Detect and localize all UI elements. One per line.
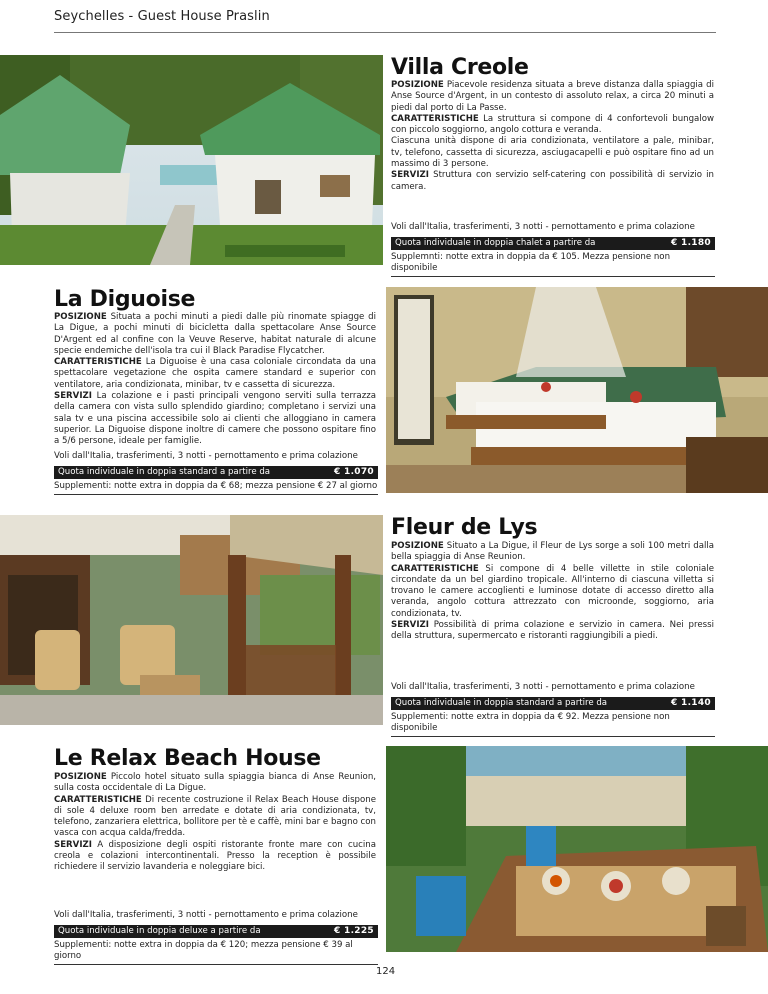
fleur-de-lys-description <box>391 541 714 643</box>
fleur-de-lys-price-amount: € 1.140 <box>671 698 711 708</box>
villa-creole-position: POSIZIONE Piacevole residenza situata a breve distanza dalla spiaggia di Anse Source d'Argent, in un contesto di assoluto relax, a circa 20 minuti a piedi dal porto di La Passe. <box>391 80 714 113</box>
le-relax-price-box <box>54 910 378 965</box>
le-relax-price-bar <box>54 925 378 938</box>
villa-creole-price-amount: € 1.180 <box>671 238 711 248</box>
la-diguoise-features: CARATTERISTICHE La Diguoise è una casa coloniale circondata da una spettacolare vegetazione che ospita camere standard e superior con ventilatore, aria condizionata, minibar, tv e cassetta di sicurezza. <box>54 357 376 390</box>
le-relax-position: POSIZIONE Piccolo hotel situato sulla spiaggia bianca di Anse Reunion, sulla costa occidentale di La Digue. <box>54 772 376 794</box>
la-diguoise-title: La Diguoise <box>54 287 196 312</box>
le-relax-price-amount: € 1.225 <box>334 926 374 936</box>
villa-creole-features: CARATTERISTICHE La struttura si compone di 4 confortevoli bungalow con piccolo soggiorno, angolo cottura e veranda. <box>391 113 714 136</box>
fleur-de-lys-price-bar <box>391 697 715 710</box>
villa-creole-services: SERVIZI Struttura con servizio self-catering con possibilità di servizio in camera. <box>391 170 714 192</box>
fleur-de-lys-position: POSIZIONE Situato a La Digue, il Fleur de Lys sorge a soli 100 metri dalla bella spiaggia di Anse Reunion. <box>391 541 714 563</box>
le-relax-price-label: Quota individuale in doppia deluxe a partire da <box>58 926 261 936</box>
villa-creole-price-label: Quota individuale in doppia chalet a partire da <box>395 238 596 248</box>
fleur-de-lys-price-intro: Voli dall'Italia, trasferimenti, 3 notti - pernottamento e prima colazione <box>391 682 695 692</box>
la-diguoise-position: POSIZIONE Situata a pochi minuti a piedi dalle più rinomate spiagge di La Digue, a pochi minuti di bicicletta dalla spettacolare Anse Source D'Argent ed al confine con la Veuve Reserve, habitat naturale di alcune specie endemiche dell'isola tra cui il Black Paradise Flycatcher. <box>54 312 376 356</box>
fleur-de-lys-price-box <box>391 682 715 737</box>
le-relax-price-intro: Voli dall'Italia, trasferimenti, 3 notti - pernottamento e prima colazione <box>54 910 358 920</box>
la-diguoise-price-label: Quota individuale in doppia standard a partire da <box>58 467 271 477</box>
villa-creole-supplements: Supplemnti: notte extra in doppia da € 105. Mezza pensione non disponibile <box>391 250 715 277</box>
villa-creole-photo <box>0 55 383 265</box>
page-header-title: Seychelles - Guest House Praslin <box>54 9 270 24</box>
la-diguoise-photo <box>386 287 768 493</box>
le-relax-supplements: Supplementi: notte extra in doppia da € 120; mezza pensione € 39 al giorno <box>54 938 378 965</box>
fleur-de-lys-supplements: Supplementi: notte extra in doppia da € 92. Mezza pensione non disponibile <box>391 710 715 737</box>
le-relax-title: Le Relax Beach House <box>54 746 321 771</box>
villa-creole-features-detail: Ciascuna unità dispone di aria condizionata, ventilatore a pale, minibar, tv, telefono, cassetta di sicurezza, asciugacapelli e può ospitare fino ad un massimo di 3 persone. <box>391 136 714 170</box>
villa-creole-price-intro: Voli dall'Italia, trasferimenti, 3 notti - pernottamento e prima colazione <box>391 222 695 232</box>
la-diguoise-price-intro: Voli dall'Italia, trasferimenti, 3 notti - pernottamento e prima colazione <box>54 451 358 461</box>
villa-creole-price-box <box>391 222 715 277</box>
fleur-de-lys-services: SERVIZI Possibilità di prima colazione e servizio in camera. Nei pressi della struttura, supermercato e ristoranti raggiungibili a piedi. <box>391 620 714 642</box>
page-number: 124 <box>376 966 396 977</box>
villa-creole-description <box>391 80 714 193</box>
la-diguoise-price-box <box>54 451 378 495</box>
header-divider <box>54 32 716 33</box>
la-diguoise-price-amount: € 1.070 <box>334 467 374 477</box>
villa-creole-title: Villa Creole <box>391 55 529 80</box>
la-diguoise-services: SERVIZI La colazione e i pasti principali vengono serviti sulla terrazza della camera con vista sullo splendido giardino; completano i servizi una sala tv e una piscina accessibile solo ai clienti che alloggiano in camera superior. La Diguoise dispone inoltre di camere che possono ospitare fino a 5/6 persone, ideale per famiglie. <box>54 391 376 447</box>
fleur-de-lys-price-label: Quota individuale in doppia standard a partire da <box>395 698 608 708</box>
le-relax-description <box>54 772 376 874</box>
le-relax-photo <box>386 746 768 952</box>
fleur-de-lys-photo <box>0 515 383 725</box>
le-relax-features: CARATTERISTICHE Di recente costruzione il Relax Beach House dispone di sole 4 deluxe room ben arredate e dotate di aria condizionata, tv, telefono, zanzariera elettrica, bollitore per tè e caffè, mini bar e bagno con vasca con acqua calda/fredda. <box>54 794 376 839</box>
villa-creole-price-bar <box>391 237 715 250</box>
fleur-de-lys-features: CARATTERISTICHE Si compone di 4 belle villette in stile coloniale circondate da un bel giardino tropicale. All'interno di ciascuna villetta si trovano le camere accoglienti e luminose dotate di accesso diretto alla veranda, angolo cottura attrezzato con microonde, soggiorno, aria condizionata, tv. <box>391 563 714 619</box>
la-diguoise-price-bar <box>54 466 378 479</box>
le-relax-services: SERVIZI A disposizione degli ospiti ristorante fronte mare con cucina creola e colazioni intercontinentali. Presso la reception è possibile richiedere il servizio lavanderia e noleggiare bici. <box>54 839 376 873</box>
la-diguoise-description <box>54 312 376 448</box>
fleur-de-lys-title: Fleur de Lys <box>391 515 538 540</box>
la-diguoise-supplements: Supplementi: notte extra in doppia da € 68; mezza pensione € 27 al giorno <box>54 479 378 495</box>
